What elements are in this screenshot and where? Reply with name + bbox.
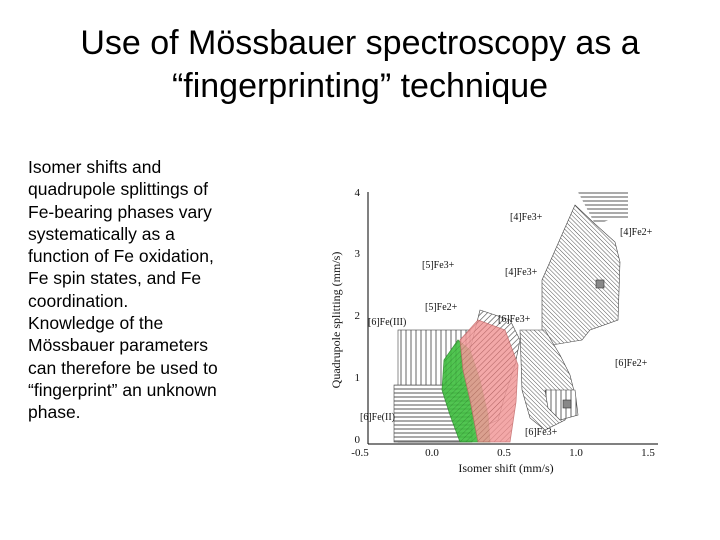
text-line: can therefore be used to — [28, 357, 218, 378]
text-line: quadrupole splittings of — [28, 179, 208, 200]
text-line: phase. — [28, 402, 81, 423]
region-label: [6]Fe(III) — [368, 317, 407, 328]
region-label: [4]Fe3+ — [510, 212, 543, 223]
region-label: [5]Fe2+ — [425, 302, 458, 313]
region-label: [4]Fe3+ — [505, 267, 538, 278]
y-tick-label: 1 — [354, 372, 360, 384]
text-line: Mössbauer parameters — [28, 335, 208, 356]
marker-square — [596, 280, 604, 288]
title-line-1: Use of Mössbauer spectroscopy as a — [80, 24, 640, 62]
region-fe2-4 — [542, 205, 620, 345]
x-tick-label: 0.0 — [425, 447, 439, 459]
marker-square — [563, 400, 571, 408]
text-line: Fe-bearing phases vary — [28, 201, 212, 222]
text-line: function of Fe oxidation, — [28, 246, 214, 267]
region-label: [6]Fe3+ — [498, 314, 531, 325]
x-axis-label: Isomer shift (mm/s) — [458, 461, 554, 475]
region-label: [4]Fe2+ — [620, 227, 653, 238]
text-line: Knowledge of the — [28, 313, 164, 334]
mossbauer-diagram — [320, 180, 680, 480]
region-label: [6]Fe(II) — [360, 412, 395, 423]
x-tick-label: 1.5 — [641, 447, 655, 459]
y-ticks — [355, 187, 361, 446]
y-axis-label: Quadrupole splitting (mm/s) — [329, 251, 343, 389]
y-tick-label: 4 — [354, 187, 360, 199]
text-line: “fingerprint” an unknown — [28, 379, 217, 400]
x-tick-label: 0.5 — [497, 447, 511, 459]
region-label: [6]Fe3+ — [525, 427, 558, 438]
y-tick-label: 2 — [354, 310, 360, 322]
text-line: Isomer shifts and — [28, 157, 162, 177]
y-tick-label: 0 — [354, 434, 360, 446]
y-tick-label: 3 — [354, 248, 360, 260]
slide-title — [0, 22, 720, 108]
text-line: coordination. — [28, 290, 129, 311]
x-tick-label: -0.5 — [351, 447, 369, 459]
title-line-2: “fingerprinting” technique — [171, 67, 549, 105]
x-ticks — [351, 447, 655, 459]
body-text — [28, 156, 278, 424]
region-label: [6]Fe2+ — [615, 358, 648, 369]
text-line: systematically as a — [28, 223, 175, 244]
region-label: [5]Fe3+ — [422, 260, 455, 271]
x-tick-label: 1.0 — [569, 447, 583, 459]
text-line: Fe spin states, and Fe — [28, 268, 202, 289]
paragraph-2 — [28, 312, 278, 423]
paragraph-1 — [28, 156, 278, 312]
